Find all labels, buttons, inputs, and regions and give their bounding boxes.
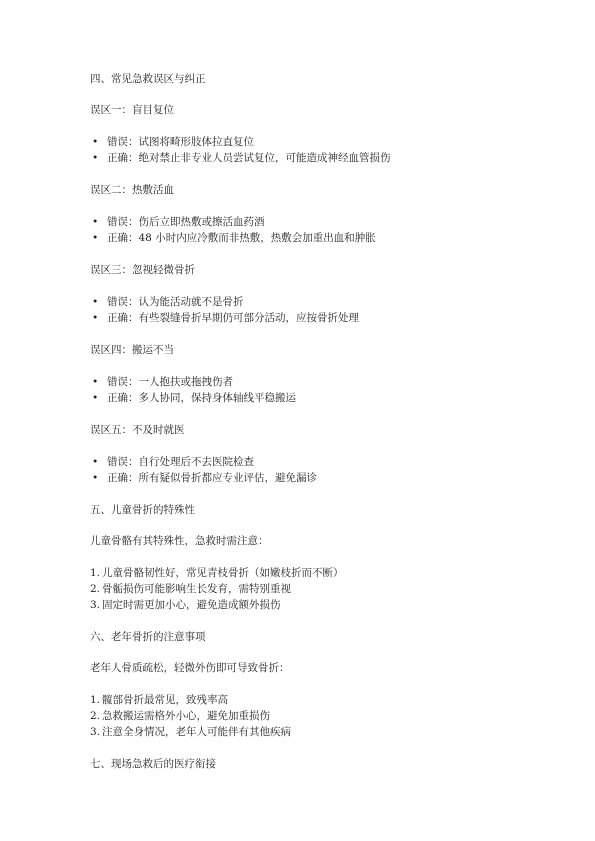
section-6-list: [90, 692, 520, 740]
list-item: • 正确：有些裂缝骨折早期仍可部分活动，应按骨折处理: [92, 312, 359, 324]
myth-2-list: [90, 214, 520, 246]
bullet-icon: •: [92, 136, 99, 148]
bullet-icon: •: [92, 456, 99, 468]
list-item: • 正确：多人协同，保持身体轴线平稳搬运: [92, 392, 296, 404]
bullet-icon: •: [92, 472, 99, 484]
section-4-heading: 四、常见急救误区与纠正: [90, 73, 206, 85]
myth-4-title: 误区四：搬运不当: [90, 344, 174, 356]
myth-1-list: [90, 134, 520, 166]
myth-5-list: [90, 454, 520, 486]
myth-2-title: 误区二：热敷活血: [90, 184, 174, 196]
list-item: • 正确：48 小时内应冷敷而非热敷，热敷会加重出血和肿胀: [92, 232, 376, 244]
list-item: • 错误：试图将畸形肢体拉直复位: [92, 136, 254, 148]
list-item: • 错误：伤后立即热敷或擦活血药酒: [92, 216, 265, 228]
list-item: • 错误：自行处理后不去医院检查: [92, 456, 254, 468]
list-item: 1. 髋部骨折最常见，致残率高: [90, 694, 228, 706]
section-6-heading: 六、老年骨折的注意事项: [90, 631, 206, 643]
list-item: • 错误：认为能活动就不是骨折: [92, 296, 244, 308]
list-item: • 错误：一人抱扶或拖拽伤者: [92, 376, 233, 388]
myth-5-title: 误区五：不及时就医: [90, 424, 185, 436]
bullet-icon: •: [92, 152, 99, 164]
bullet-icon: •: [92, 232, 99, 244]
bullet-icon: •: [92, 216, 99, 228]
myth-4-list: [90, 374, 520, 406]
section-5-list: [90, 565, 520, 613]
list-item: • 正确：绝对禁止非专业人员尝试复位，可能造成神经血管损伤: [92, 152, 391, 164]
myth-1-title: 误区一：盲目复位: [90, 104, 174, 116]
myth-3-title: 误区三：忽视轻微骨折: [90, 264, 195, 276]
list-item: 2. 急救搬运需格外小心，避免加重损伤: [90, 710, 270, 722]
section-5-intro: 儿童骨骼有其特殊性，急救时需注意：: [90, 535, 269, 547]
bullet-icon: •: [92, 392, 99, 404]
list-item: 1. 儿童骨骼韧性好，常见青枝骨折（如嫩枝折而不断）: [90, 567, 344, 579]
list-item: 3. 注意全身情况，老年人可能伴有其他疾病: [90, 726, 291, 738]
list-item: 3. 固定时需更加小心，避免造成额外损伤: [90, 599, 281, 611]
section-7-heading: 七、现场急救后的医疗衔接: [90, 758, 216, 770]
section-6-intro: 老年人骨质疏松，轻微外伤即可导致骨折：: [90, 662, 290, 674]
bullet-icon: •: [92, 312, 99, 324]
myth-3-list: [90, 294, 520, 326]
document-content: [90, 72, 520, 788]
list-item: 2. 骨骺损伤可能影响生长发育，需特别重视: [90, 583, 291, 595]
list-item: • 正确：所有疑似骨折都应专业评估，避免漏诊: [92, 472, 317, 484]
bullet-icon: •: [92, 296, 99, 308]
bullet-icon: •: [92, 376, 99, 388]
section-5-heading: 五、儿童骨折的特殊性: [90, 504, 195, 516]
